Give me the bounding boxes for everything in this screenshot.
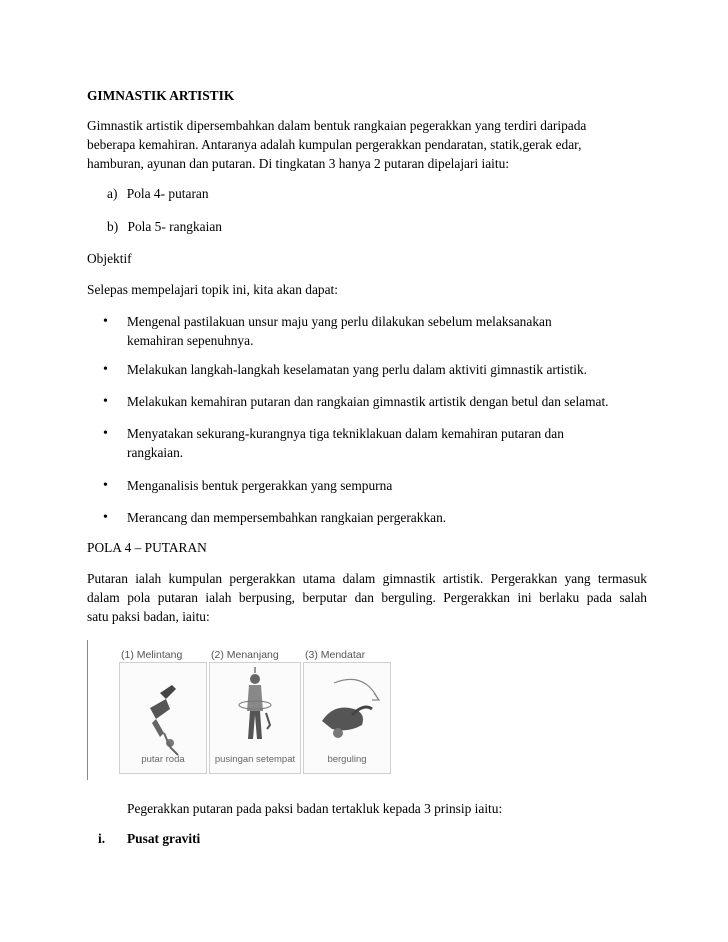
intro-line-2: beberapa kemahiran. Antaranya adalah kumpulan pergerakkan pendaratan, statik,gerak edar, — [87, 137, 582, 152]
figure-border-line — [87, 640, 88, 780]
figure-label: (1) Melintang — [121, 649, 183, 661]
list-item-text: Pola 4- putaran — [126, 186, 209, 201]
pola4-heading: POLA 4 – PUTARAN — [87, 540, 207, 555]
pola4-line-1: Putaran ialah kumpulan pergerakkan utama dalam gimnastik artistik. Pergerakkan yang termasuk — [87, 571, 647, 586]
list-marker: a) — [107, 186, 118, 201]
figure-label: (2) Menanjang — [211, 649, 279, 661]
bullet-text-line-1: Mengenal pastilakuan unsur maju yang perlu dilakukan sebelum melaksanakan — [127, 314, 552, 329]
figure-label: (3) Mendatar — [305, 649, 366, 661]
bullet-text-line-1: Melakukan langkah-langkah keselamatan yang perlu dalam aktiviti gimnastik artistik. — [127, 362, 587, 377]
figure-panel-spin — [209, 662, 301, 774]
bullet-glyph: • — [103, 510, 108, 525]
list-item — [107, 184, 209, 203]
list-item-text: Pola 5- rangkaian — [127, 219, 222, 234]
bullet-glyph: • — [103, 426, 108, 441]
bullet-glyph: • — [103, 394, 108, 409]
figure-panel-cartwheel — [119, 662, 207, 774]
pola4-line-2: dalam pola putaran ialah berpusing, berputar dan berguling. Pergerakkan ini berlaku pada salah — [87, 590, 647, 605]
bullet-item — [87, 424, 647, 464]
figure-caption: berguling — [327, 754, 367, 765]
intro-paragraph — [87, 116, 647, 173]
bullet-item — [87, 312, 647, 352]
bullet-text-line-2: rangkaian. — [127, 445, 184, 460]
pola4-line-3: satu paksi badan, iaitu: — [87, 609, 210, 624]
bullet-item — [87, 392, 647, 412]
list-marker: b) — [107, 219, 119, 234]
bullet-glyph: • — [103, 362, 108, 377]
intro-line-1: Gimnastik artistik dipersembahkan dalam bentuk rangkaian pegerakkan yang terdiri daripada — [87, 118, 587, 133]
bullet-glyph: • — [103, 314, 108, 329]
bullet-text-line-1: Merancang dan mempersembahkan rangkaian pergerakkan. — [127, 510, 447, 525]
figure-caption: pusingan setempat — [214, 754, 296, 765]
bullet-item — [87, 476, 647, 496]
bullet-text-line-2: kemahiran sepenuhnya. — [127, 333, 254, 348]
objektif-heading: Objektif — [87, 251, 132, 266]
intro-line-3: hamburan, ayunan dan putaran. Di tingkatan 3 hanya 2 putaran dipelajari iaitu: — [87, 156, 510, 171]
bullet-item — [87, 360, 647, 380]
bullet-glyph: • — [103, 478, 108, 493]
figure-panel-roll — [303, 662, 391, 774]
bullet-text-line-1: Menganalisis bentuk pergerakkan yang sempurna — [127, 478, 393, 493]
figure-caption: putar roda — [141, 754, 185, 765]
rotation-axes-figure — [87, 632, 393, 780]
roman-item-text: Pusat graviti — [127, 831, 201, 846]
pola4-paragraph — [87, 569, 647, 626]
list-item — [107, 217, 222, 236]
bullet-item — [87, 508, 647, 528]
principle-lead: Pegerakkan putaran pada paksi badan tertakluk kepada 3 prinsip iaitu: — [127, 801, 503, 816]
bullet-text-line-1: Melakukan kemahiran putaran dan rangkaian gimnastik artistik dengan betul dan selamat. — [127, 394, 609, 409]
objektif-lead: Selepas mempelajari topik ini, kita akan dapat: — [87, 282, 338, 297]
document-title: GIMNASTIK ARTISTIK — [87, 88, 235, 103]
bullet-text-line-1: Menyatakan sekurang-kurangnya tiga tekniklakuan dalam kemahiran putaran dan — [127, 426, 564, 441]
roman-marker: i. — [98, 831, 106, 846]
